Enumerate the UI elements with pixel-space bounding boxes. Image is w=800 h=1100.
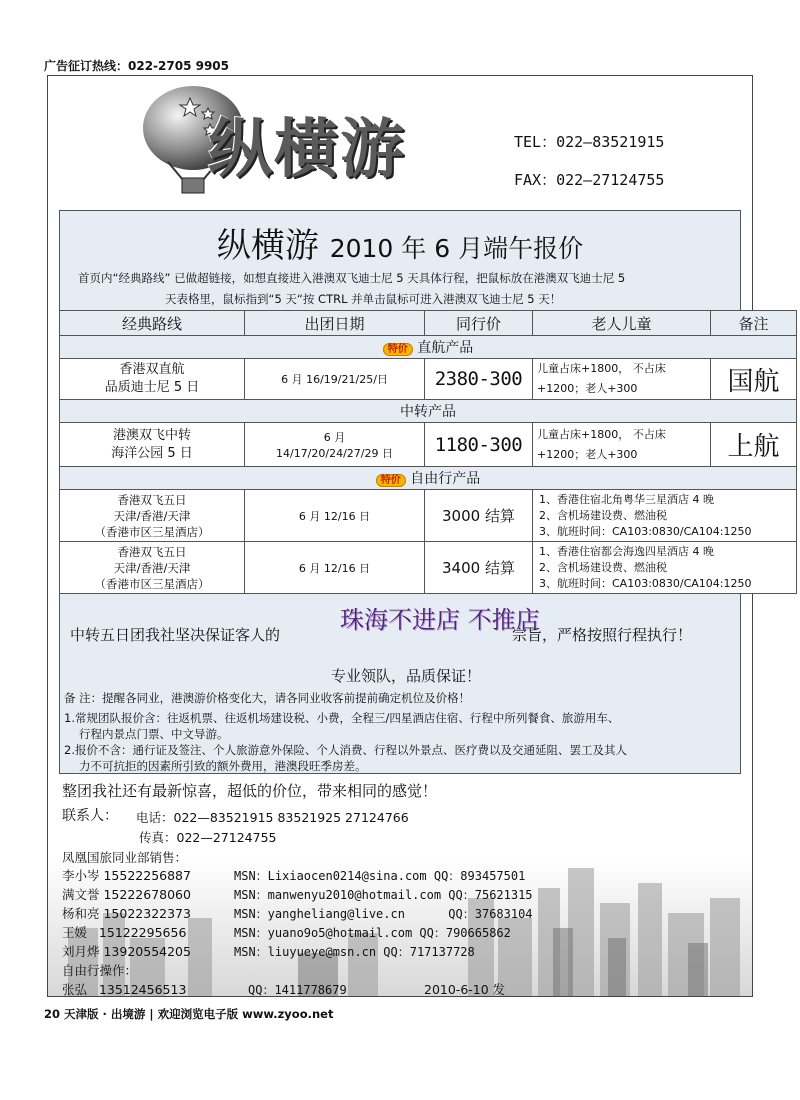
- intro-line-2: 天表格里，鼠标指到“5 天“按 CTRL 并单击鼠标可进入港澳双飞迪士尼 5 天！: [165, 292, 562, 306]
- section-free: [60, 467, 797, 490]
- note-line-1b: 行程内景点门票、中文导游。: [79, 727, 229, 741]
- col-header-route: 经典路线: [60, 311, 245, 336]
- date-line: 6 月: [323, 430, 346, 444]
- route-line: 天津/香港/天津: [113, 560, 191, 575]
- section-label: 直航产品: [417, 340, 474, 356]
- note-line-2b: 力不可抗拒的因素所引致的额外费用，港澳段旺季房差。: [79, 759, 367, 773]
- contact-phone: 电话：022—83521915 83521925 27124766: [136, 810, 409, 825]
- table-cell-price: 1180-300: [425, 423, 533, 467]
- section-transfer: 中转产品: [60, 400, 797, 423]
- route-line: 香港双飞五日: [117, 544, 187, 559]
- kids-line: +1200；老人+300: [537, 382, 638, 395]
- table-cell-date: [245, 423, 425, 467]
- table-cell-airline: 国航: [711, 359, 797, 400]
- sales-msn: MSN：liuyueye@msn.cn QQ：717137728: [234, 945, 475, 959]
- title-year: 2010 年 6 月端午报价: [329, 234, 584, 263]
- special-badge: 特价: [376, 474, 406, 487]
- brand-logotype: 纵横游: [208, 113, 406, 187]
- kids-line: 儿童占床+1800， 不占床: [537, 362, 666, 375]
- promise-text-1: 中转五日团我社坚决保证客人的: [70, 626, 281, 644]
- route-line: 天津/香港/天津: [113, 508, 191, 523]
- promise-highlight: 珠海不进店 不推店: [340, 606, 540, 634]
- contact-fax: 传真：022—27124755: [139, 830, 277, 845]
- table-cell-price: 3400 结算: [425, 542, 533, 594]
- self-name: 张弘 13512456513: [62, 982, 187, 997]
- feature-line: 2、含机场建设费、燃油税: [539, 560, 667, 574]
- sales-msn: MSN：yuano9o5@hotmail.com QQ：790665862: [234, 926, 511, 940]
- date-line: 14/17/20/24/27/29 日: [275, 446, 393, 460]
- feature-line: 1、香港住宿都会海逸四星酒店 4 晚: [539, 544, 714, 558]
- self-qq: QQ：1411778679: [248, 983, 347, 997]
- col-header-date: 出团日期: [245, 311, 425, 336]
- table-cell-kids: [533, 423, 711, 467]
- issue-date: 2010-6-10 发: [424, 982, 506, 997]
- sales-name: 李小岑 15522256887: [62, 868, 191, 883]
- sales-msn: MSN：Lixiaocen0214@sina.com QQ：893457501: [234, 869, 526, 883]
- table-cell-kids: [533, 359, 711, 400]
- col-header-kids: 老人儿童: [533, 311, 711, 336]
- route-line: 品质迪士尼 5 日: [104, 380, 200, 395]
- sales-name: 王媛 15122295656: [62, 925, 187, 940]
- kids-line: +1200；老人+300: [537, 447, 638, 461]
- promise-text-2: 宗旨，严格按照行程执行！: [512, 626, 693, 644]
- promise-text-3: 专业领队，品质保证！: [331, 667, 482, 685]
- table-cell-route: [60, 423, 245, 467]
- note-line-1a: 1.常规团队报价含：往返机票、往返机场建设税、小费，全程三/四星酒店住宿、行程中所列餐食、旅游用车、: [64, 711, 620, 725]
- sales-title: 凤凰国旅同业部销售：: [62, 850, 188, 865]
- note-line-2a: 2.报价不含：通行证及签注、个人旅游意外保险、个人消费、行程以外景点、医疗费以及交通延阻、罢工及其人: [64, 743, 627, 757]
- table-cell-date: 6 月 16/19/21/25/日: [245, 359, 425, 400]
- col-header-remark: 备注: [711, 311, 797, 336]
- route-line: （香港市区三星酒店）: [94, 576, 210, 591]
- table-cell-route: [60, 490, 245, 542]
- table-cell-route: [60, 359, 245, 400]
- feature-line: 3、航班时间：CA103:0830/CA104:1250: [539, 576, 752, 590]
- header-fax: FAX：022—27124755: [514, 171, 665, 189]
- feature-line: 3、航班时间：CA103:0830/CA104:1250: [539, 524, 752, 538]
- route-line: 海洋公园 5 日: [111, 445, 193, 461]
- section-label: 自由行产品: [410, 471, 481, 487]
- table-cell-features: [533, 490, 797, 542]
- price-table: [59, 310, 797, 594]
- section-direct: [60, 336, 797, 359]
- sales-msn: MSN：yangheliang@live.cn QQ：37683104: [234, 907, 533, 921]
- sales-name: 刘月烨 13920554205: [62, 944, 191, 959]
- intro-line-1: 首页内“经典路线” 已做超链接，如想直接进入港澳双飞迪士尼 5 天具体行程，把鼠标放在港澳双飞迪士尼 5: [78, 271, 626, 285]
- table-cell-route: [60, 542, 245, 594]
- note-line-0: 备 注：提醒各同业，港澳游价格变化大，请各同业收客前提前确定机位及价格！: [64, 691, 471, 705]
- col-header-price: 同行价: [425, 311, 533, 336]
- feature-line: 2、含机场建设费、燃油税: [539, 508, 667, 522]
- title-brand: 纵横游: [216, 226, 319, 266]
- table-cell-features: [533, 542, 797, 594]
- table-cell-price: 3000 结算: [425, 490, 533, 542]
- route-line: 香港双飞五日: [117, 492, 187, 507]
- sales-msn: MSN：manwenyu2010@hotmail.com QQ：75621315: [234, 888, 533, 902]
- ad-hotline: 广告征订热线：022-2705 9905: [44, 59, 230, 73]
- route-line: 香港双直航: [119, 362, 185, 377]
- kids-line: 儿童占床+1800， 不占床: [537, 427, 666, 441]
- route-line: （香港市区三星酒店）: [94, 524, 210, 539]
- special-badge: 特价: [383, 343, 413, 356]
- table-cell-date: 6 月 12/16 日: [245, 490, 425, 542]
- header-tel: TEL：022—83521915: [514, 133, 665, 151]
- promo-line: 整团我社还有最新惊喜，超低的价位，带来相同的感觉！: [62, 782, 438, 800]
- table-cell-airline: 上航: [711, 423, 797, 467]
- route-line: 港澳双飞中转: [112, 427, 191, 443]
- sales-name: 满文誉 15222678060: [62, 887, 191, 902]
- page-title: [59, 218, 741, 267]
- sales-name: 杨和亮 15022322373: [62, 906, 191, 921]
- table-cell-date: 6 月 12/16 日: [245, 542, 425, 594]
- contact-label: 联系人：: [62, 808, 118, 824]
- self-title: 自由行操作：: [62, 963, 138, 978]
- table-cell-price: 2380-300: [425, 359, 533, 400]
- page-footer: 20 天津版 · 出境游 | 欢迎浏览电子版 www.zyoo.net: [44, 1007, 334, 1021]
- feature-line: 1、香港住宿北角粤华三星酒店 4 晚: [539, 492, 714, 506]
